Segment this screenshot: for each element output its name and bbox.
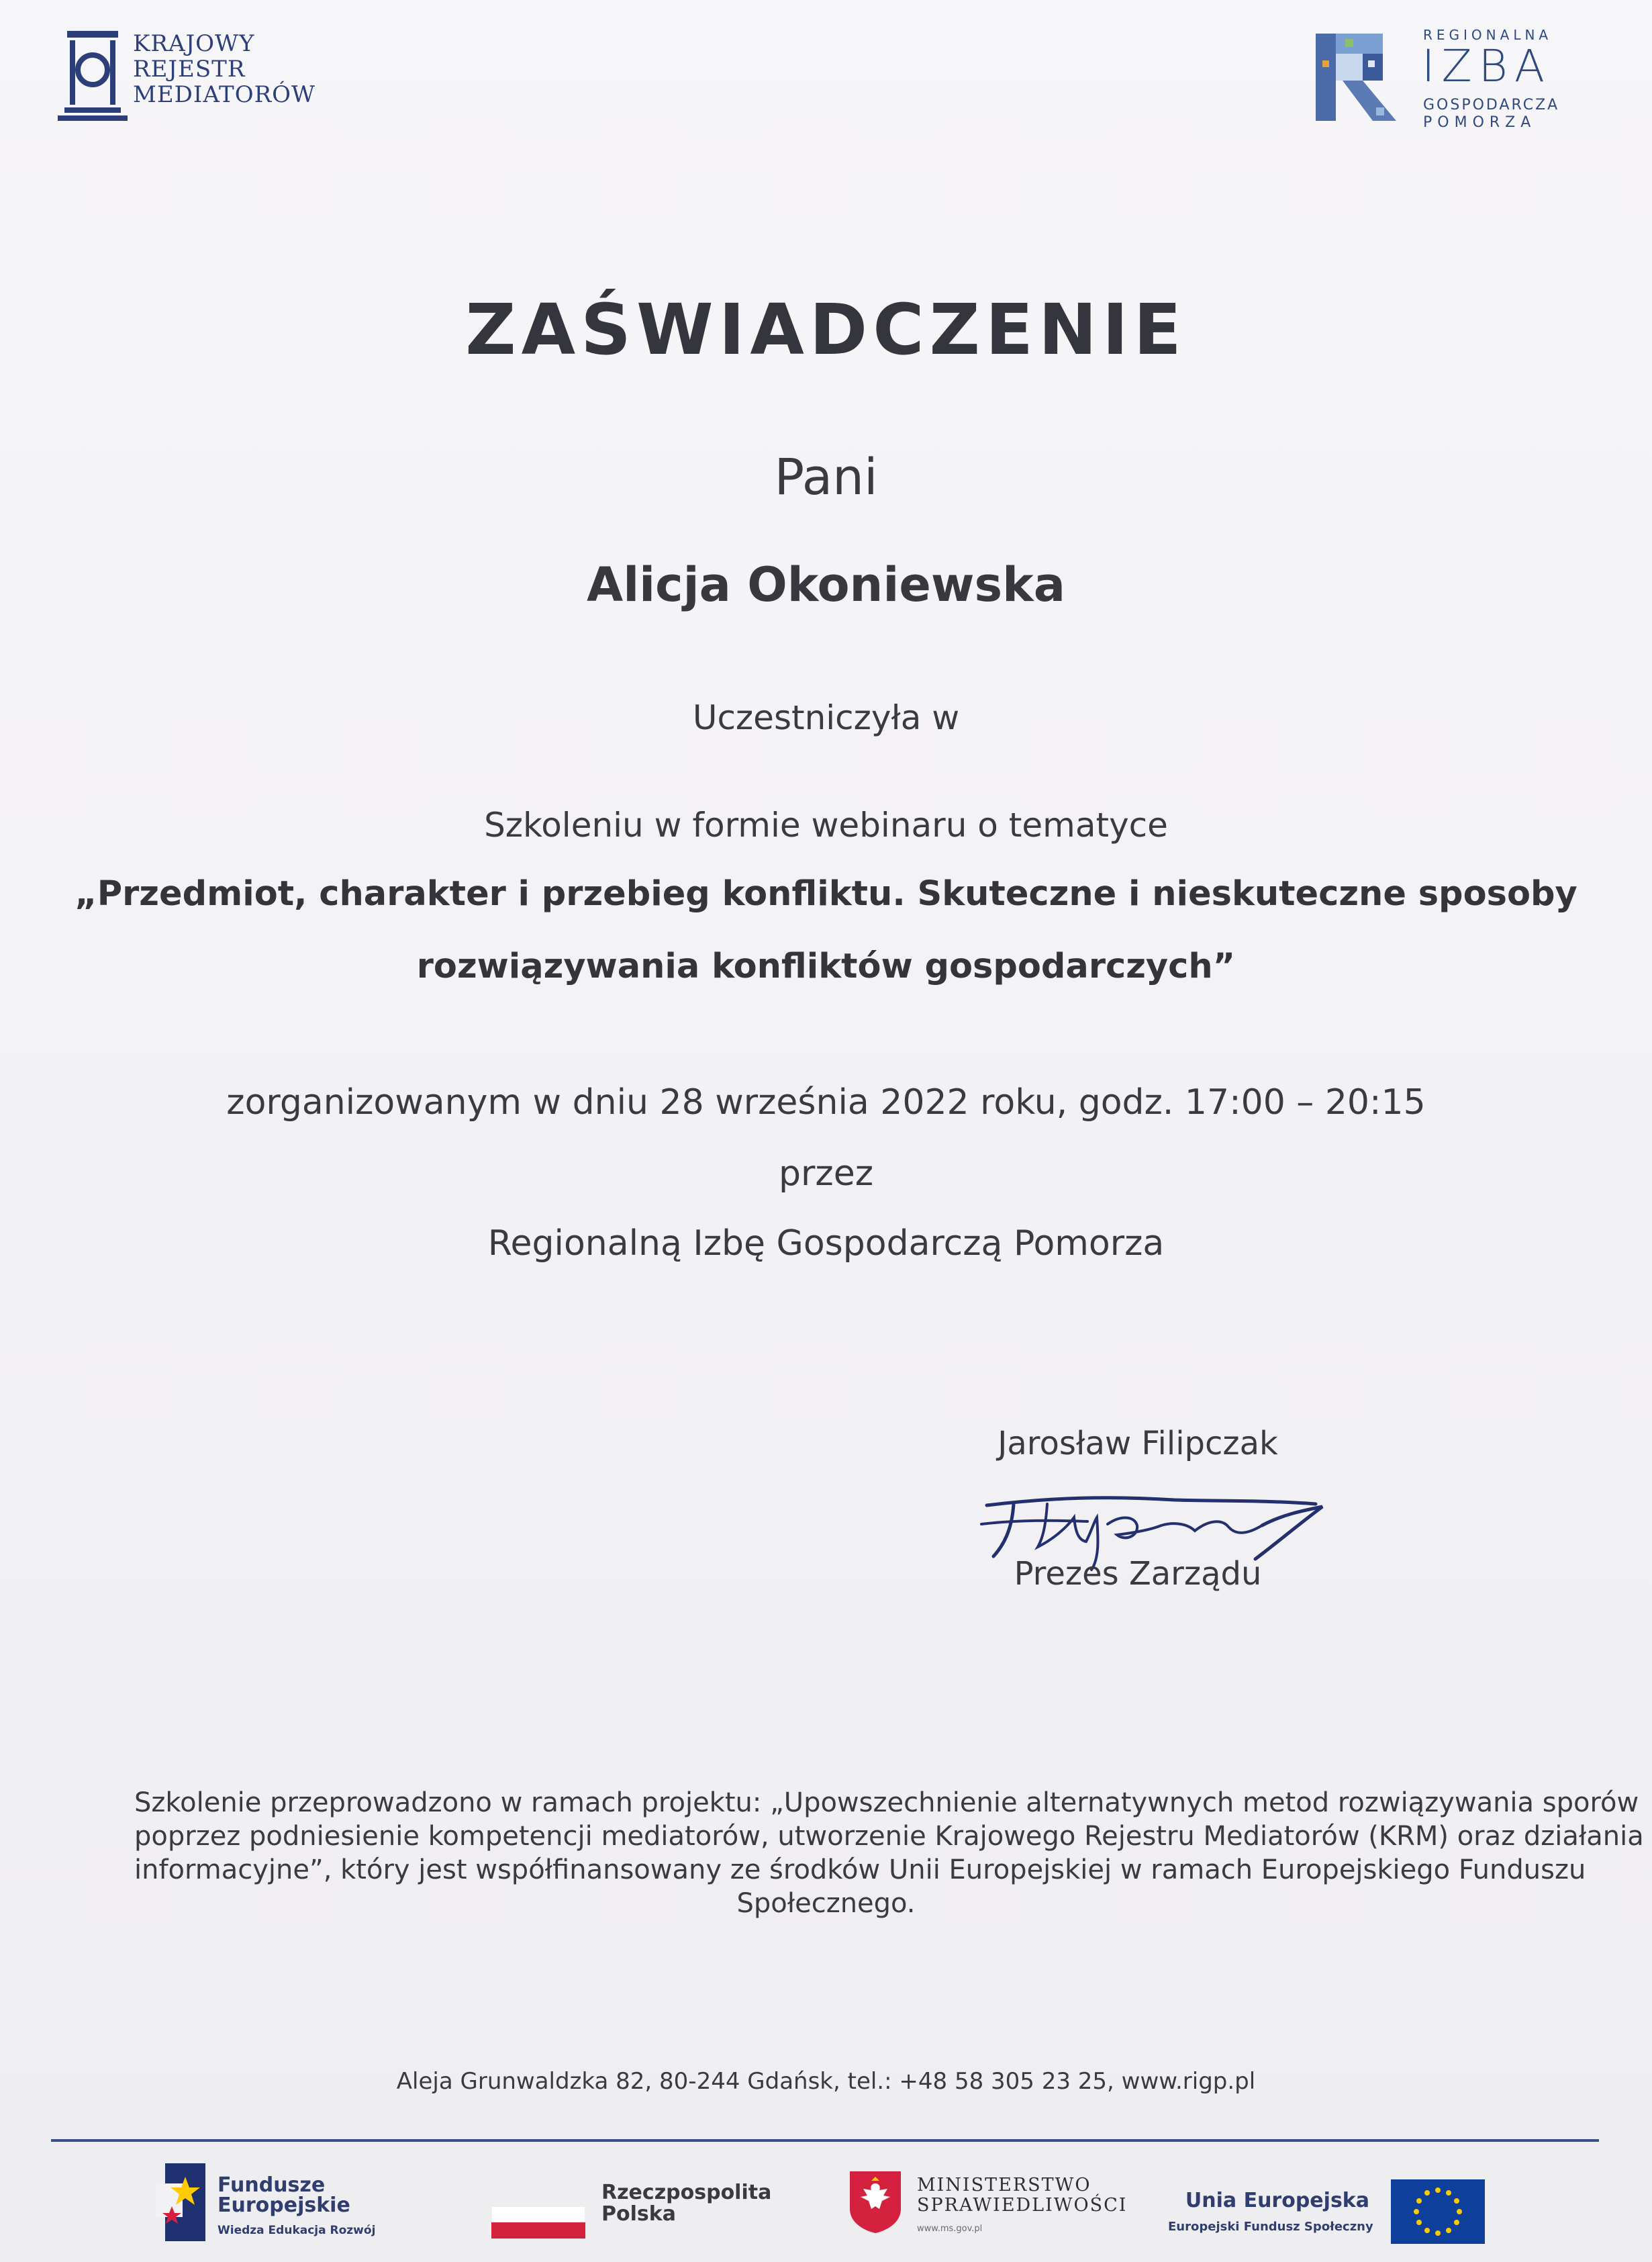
signer-name: Jarosław Filipczak [998,1425,1278,1462]
project-note-line3: informacyjne”, który jest współfinansowany ze środków Unii Europejskiej w ramach Europejskiego Funduszu [134,1854,1586,1885]
fundusze-europejskie-logo [156,2163,438,2244]
signer-role: Prezes Zarządu [1014,1555,1262,1593]
polish-eagle-icon [847,2169,904,2233]
training-topic-line1: „Przedmiot, charakter i przebieg konfliktu. Skuteczne i nieskuteczne sposoby [75,874,1577,914]
ms-logo-title: MINISTERSTWO SPRAWIEDLIWOŚCI [917,2175,1128,2216]
salutation: Pani [774,449,878,506]
project-note-line2: poprzez podniesienie kompetencji mediatorów, utworzenie Krajowego Rejestru Mediatorów (KRM) oraz działania [134,1821,1644,1852]
rzeczpospolita-polska-logo [491,2182,773,2249]
event-date: zorganizowanym w dniu 28 września 2022 roku, godz. 17:00 – 20:15 [226,1082,1426,1123]
rigp-mosaic-icon [1316,34,1403,121]
krm-logo-text: KRAJOWY REJESTR MEDIATORÓW [133,30,315,108]
rigp-logo [1316,27,1560,131]
by-word: przez [779,1153,873,1194]
ue-logo-subtitle: Europejski Fundusz Społeczny [1168,2220,1373,2234]
krm-logo [58,27,340,134]
recipient-name: Alicja Okoniewska [587,557,1065,612]
ue-logo-title: Unia Europejska [1185,2189,1369,2212]
participation-text: Uczestniczyła w [692,698,960,737]
rigp-logo-line2: IZBA [1422,40,1552,92]
fe-logo-subtitle: Wiedza Edukacja Rozwój [217,2224,376,2237]
ms-logo-url: www.ms.gov.pl [917,2224,983,2234]
project-funding-note [134,1786,1644,1920]
unia-europejska-logo [1168,2179,1497,2253]
eu-flag-icon [1391,2179,1485,2244]
certificate-title: ZAŚWIADCZENIE [465,289,1187,371]
fundusze-europejskie-icon [156,2163,207,2241]
fe-logo-title: Fundusze Europejskie [217,2173,350,2217]
column-emblem-icon [58,27,132,128]
footer-address: Aleja Grunwaldzka 82, 80-244 Gdańsk, tel.: +48 58 305 23 25, www.rigp.pl [396,2068,1256,2095]
training-intro: Szkoleniu w formie webinaru o tematyce [484,806,1168,845]
rigp-logo-line1: REGIONALNA [1423,27,1553,43]
project-note-line1: Szkolenie przeprowadzono w ramach projektu: „Upowszechnienie alternatywnych metod rozwiązywania sporów [134,1787,1639,1818]
rp-logo-title: Rzeczpospolita Polska [601,2181,772,2226]
rigp-logo-line4: POMORZA [1423,114,1537,131]
footer-divider [51,2139,1599,2142]
rigp-logo-line3: GOSPODARCZA [1423,97,1560,113]
polish-flag-icon [491,2206,585,2240]
organizer-name: Regionalną Izbę Gospodarczą Pomorza [487,1223,1165,1264]
training-topic-line2: rozwiązywania konfliktów gospodarczych” [416,947,1236,986]
ministerstwo-sprawiedliwosci-logo [847,2169,1129,2249]
project-note-line4: Społecznego. [736,1888,916,1919]
